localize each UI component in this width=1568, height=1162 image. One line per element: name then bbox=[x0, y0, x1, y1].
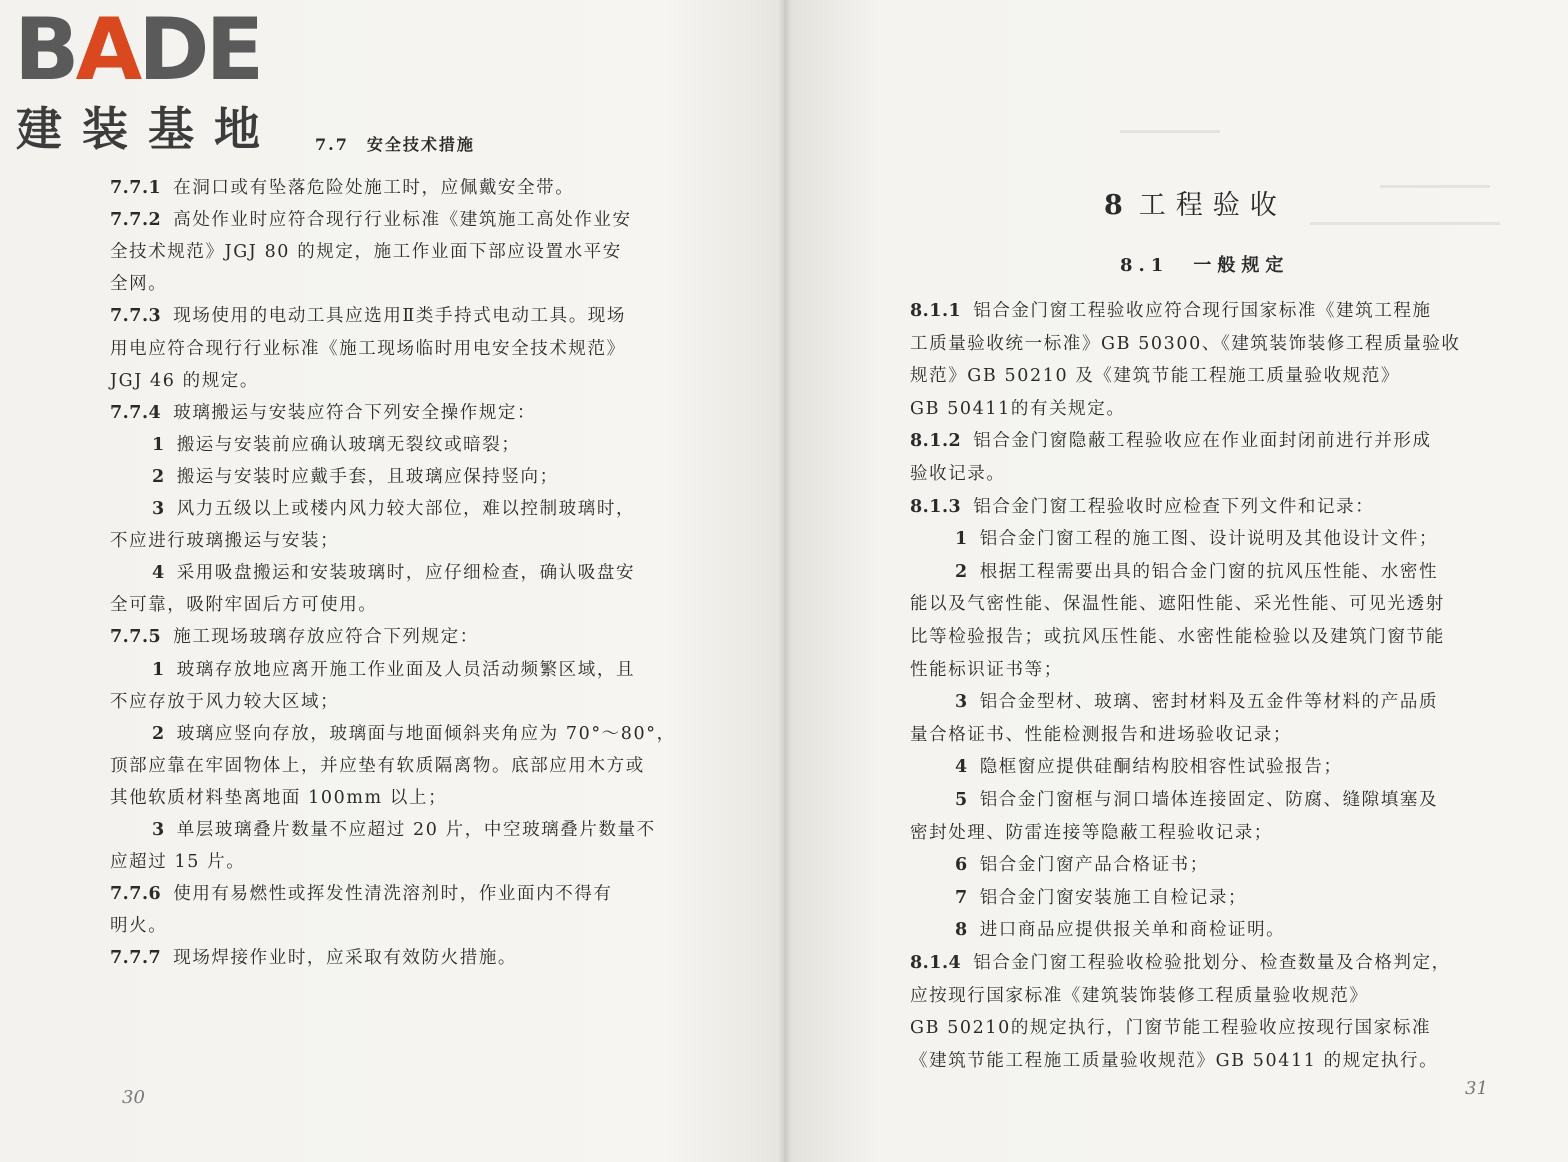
line-text: 在洞口或有坠落危险处施工时，应佩戴安全带。 bbox=[173, 178, 575, 198]
line-text: 现场焊接作业时，应采取有效防火措施。 bbox=[173, 948, 518, 969]
text-line bbox=[910, 463, 1006, 485]
text-line bbox=[955, 756, 1343, 778]
clause-number: 7.7.5 bbox=[110, 627, 162, 648]
text-line bbox=[110, 883, 613, 905]
text-line bbox=[110, 370, 259, 392]
text-line bbox=[110, 241, 622, 263]
line-text: 铝合金门窗工程验收时应检查下列文件和记录： bbox=[973, 496, 1375, 517]
text-line bbox=[110, 626, 479, 648]
line-text: 规范》GB 50210 及《建筑节能工程施工质量验收规范》 bbox=[910, 366, 1401, 387]
line-text: 搬运与安装前应确认玻璃无裂纹或暗裂； bbox=[176, 434, 521, 455]
text-line bbox=[910, 496, 1374, 518]
text-line bbox=[910, 1050, 1438, 1072]
line-text: 铝合金门窗工程的施工图、设计说明及其他设计文件； bbox=[979, 529, 1439, 550]
text-line bbox=[110, 305, 626, 327]
line-text: 风力五级以上或楼内风力较大部位，难以控制玻璃时， bbox=[176, 499, 636, 519]
line-text: 铝合金门窗框与洞口墙体连接固定、防腐、缝隙填塞及 bbox=[979, 790, 1439, 810]
line-text: 单层玻璃叠片数量不应超过 20 片，中空玻璃叠片数量不 bbox=[176, 820, 656, 840]
line-text: 隐框窗应提供硅酮结构胶相容性试验报告； bbox=[979, 757, 1343, 778]
page-number: 30 bbox=[122, 1087, 145, 1108]
text-line bbox=[955, 854, 1209, 876]
text-line bbox=[110, 530, 339, 552]
item-number: 7 bbox=[955, 887, 968, 908]
text-line bbox=[152, 659, 635, 681]
text-line bbox=[110, 691, 339, 713]
line-text: 铝合金型材、玻璃、密封材料及五金件等材料的产品质 bbox=[979, 692, 1439, 713]
clause-number: 8.1.3 bbox=[910, 496, 962, 517]
text-line bbox=[152, 562, 635, 584]
line-text: 铝合金门窗工程验收检验批划分、检查数量及合格判定， bbox=[973, 953, 1451, 973]
line-text: 不应存放于风力较大区域； bbox=[110, 691, 340, 712]
bleed-through-mark bbox=[1310, 222, 1500, 225]
text-line bbox=[955, 887, 1247, 909]
line-text: 其他软质材料垫离地面 100mm 以上； bbox=[110, 787, 448, 808]
bleed-through-mark bbox=[1380, 185, 1490, 188]
text-line bbox=[955, 789, 1438, 811]
line-text: 应按现行国家标准《建筑装饰装修工程质量验收规范》 bbox=[910, 985, 1369, 1006]
text-line bbox=[910, 430, 1432, 452]
text-line bbox=[910, 985, 1368, 1007]
text-line bbox=[152, 498, 635, 520]
logo-subtitle: 建装基地 bbox=[16, 102, 280, 156]
item-number: 5 bbox=[955, 790, 968, 810]
line-text: JGJ 46 的规定。 bbox=[110, 370, 260, 391]
text-line bbox=[910, 822, 1273, 844]
text-line bbox=[110, 755, 645, 777]
line-text: 采用吸盘搬运和安装玻璃时，应仔细检查，确认吸盘安 bbox=[176, 563, 636, 584]
logo-wordmark: BADE bbox=[14, 0, 261, 100]
clause-number: 8.1.4 bbox=[910, 953, 962, 973]
bade-logo bbox=[14, 0, 304, 156]
text-line bbox=[910, 365, 1400, 387]
line-text: 全技术规范》JGJ 80 的规定，施工作业面下部应设置水平安 bbox=[110, 242, 622, 263]
item-number: 4 bbox=[152, 563, 165, 584]
line-text: 《建筑节能工程施工质量验收规范》GB 50411 的规定执行。 bbox=[910, 1050, 1439, 1071]
line-text: 验收记录。 bbox=[910, 464, 1006, 484]
clause-number: 8.1.2 bbox=[910, 431, 962, 452]
text-line bbox=[910, 659, 1063, 681]
text-line bbox=[152, 723, 676, 745]
line-text: 密封处理、防雷连接等隐蔽工程验收记录； bbox=[910, 822, 1273, 843]
line-text: 使用有易燃性或挥发性清洗溶剂时，作业面内不得有 bbox=[173, 884, 613, 905]
line-text: 性能标识证书等； bbox=[910, 659, 1063, 680]
text-line bbox=[910, 300, 1432, 322]
line-text: 不应进行玻璃搬运与安装； bbox=[110, 531, 340, 552]
line-text: 铝合金门窗工程验收应符合现行国家标准《建筑工程施 bbox=[973, 301, 1432, 321]
chapter-number: 8 bbox=[1104, 190, 1123, 221]
text-line bbox=[110, 338, 626, 360]
text-line bbox=[152, 466, 559, 488]
section-heading: 8.1 一般规定 bbox=[1120, 255, 1290, 276]
line-text: 应超过 15 片。 bbox=[110, 852, 246, 873]
bleed-through-mark bbox=[1120, 130, 1220, 133]
line-text: 工质量验收统一标准》GB 50300、《建筑装饰装修工程质量验收 bbox=[910, 333, 1461, 354]
text-line bbox=[910, 626, 1445, 648]
line-text: 全可靠，吸附牢固后方可使用。 bbox=[110, 595, 378, 616]
text-line bbox=[910, 593, 1445, 615]
item-number: 6 bbox=[955, 855, 968, 876]
line-text: GB 50411的有关规定。 bbox=[910, 398, 1126, 419]
item-number: 3 bbox=[152, 499, 165, 519]
text-line bbox=[910, 333, 1461, 355]
text-line bbox=[955, 561, 1438, 583]
line-text: 量合格证书、性能检测报告和进场验收记录； bbox=[910, 724, 1292, 745]
line-text: 铝合金门窗产品合格证书； bbox=[979, 855, 1209, 876]
line-text: GB 50210的规定执行，门窗节能工程验收应按现行国家标准 bbox=[910, 1018, 1432, 1039]
clause-number: 7.7.1 bbox=[110, 178, 162, 198]
book-gutter bbox=[778, 0, 792, 1162]
line-text: 玻璃搬运与安装应符合下列安全操作规定： bbox=[173, 402, 537, 423]
text-line bbox=[110, 273, 167, 295]
line-text: 能以及气密性能、保温性能、遮阳性能、采光性能、可见光透射 bbox=[910, 594, 1445, 615]
item-number: 1 bbox=[152, 659, 165, 680]
item-number: 3 bbox=[152, 820, 165, 840]
clause-number: 7.7.7 bbox=[110, 948, 162, 969]
text-line bbox=[110, 947, 517, 969]
text-line bbox=[910, 1017, 1431, 1039]
text-line bbox=[152, 434, 521, 456]
item-number: 2 bbox=[152, 723, 165, 744]
line-text: 玻璃应竖向存放，玻璃面与地面倾斜夹角应为 70°～80°， bbox=[176, 723, 676, 744]
item-number: 2 bbox=[152, 466, 165, 487]
text-line bbox=[955, 528, 1438, 550]
line-text: 顶部应靠在牢固物体上，并应垫有软质隔离物。底部应用木方或 bbox=[110, 755, 645, 776]
text-line bbox=[955, 691, 1438, 713]
item-number: 8 bbox=[955, 920, 968, 941]
line-text: 现场使用的电动工具应选用Ⅱ类手持式电动工具。现场 bbox=[173, 306, 627, 327]
item-number: 3 bbox=[955, 692, 968, 713]
chapter-title-text: 工程验收 bbox=[1138, 190, 1287, 221]
text-line bbox=[110, 402, 536, 424]
clause-number: 7.7.6 bbox=[110, 884, 162, 905]
text-line bbox=[110, 787, 447, 809]
line-text: 铝合金门窗安装施工自检记录； bbox=[979, 887, 1248, 908]
item-number: 1 bbox=[152, 434, 165, 455]
line-text: 玻璃存放地应离开施工作业面及人员活动频繁区域，且 bbox=[176, 659, 636, 680]
page-number: 31 bbox=[1465, 1078, 1488, 1099]
clause-number: 7.7.4 bbox=[110, 402, 162, 423]
line-text: 用电应符合现行行业标准《施工现场临时用电安全技术规范》 bbox=[110, 338, 626, 359]
text-line bbox=[910, 398, 1125, 420]
section-heading: 7.7 安全技术措施 bbox=[315, 135, 475, 154]
text-line bbox=[152, 819, 656, 841]
item-number: 1 bbox=[955, 529, 968, 550]
text-line bbox=[910, 952, 1451, 974]
text-line bbox=[110, 177, 574, 199]
line-text: 铝合金门窗隐蔽工程验收应在作业面封闭前进行并形成 bbox=[973, 431, 1432, 452]
item-number: 4 bbox=[955, 757, 968, 778]
line-text: 高处作业时应符合现行行业标准《建筑施工高处作业安 bbox=[173, 210, 632, 231]
chapter-title bbox=[1104, 183, 1287, 222]
line-text: 比等检验报告；或抗风压性能、水密性能检验以及建筑门窗节能 bbox=[910, 627, 1445, 647]
text-line bbox=[110, 209, 632, 231]
text-line bbox=[955, 919, 1285, 941]
clause-number: 8.1.1 bbox=[910, 301, 962, 321]
text-line bbox=[910, 724, 1292, 746]
text-line bbox=[110, 594, 377, 616]
item-number: 2 bbox=[955, 561, 968, 582]
line-text: 施工现场玻璃存放应符合下列规定： bbox=[173, 627, 479, 648]
text-line bbox=[110, 915, 167, 937]
line-text: 明火。 bbox=[110, 916, 168, 937]
clause-number: 7.7.2 bbox=[110, 210, 162, 231]
clause-number: 7.7.3 bbox=[110, 306, 162, 327]
line-text: 进口商品应提供报关单和商检证明。 bbox=[979, 920, 1286, 941]
line-text: 搬运与安装时应戴手套，且玻璃应保持竖向； bbox=[176, 466, 559, 487]
text-line bbox=[110, 851, 245, 873]
line-text: 根据工程需要出具的铝合金门窗的抗风压性能、水密性 bbox=[979, 561, 1439, 582]
line-text: 全网。 bbox=[110, 274, 168, 295]
